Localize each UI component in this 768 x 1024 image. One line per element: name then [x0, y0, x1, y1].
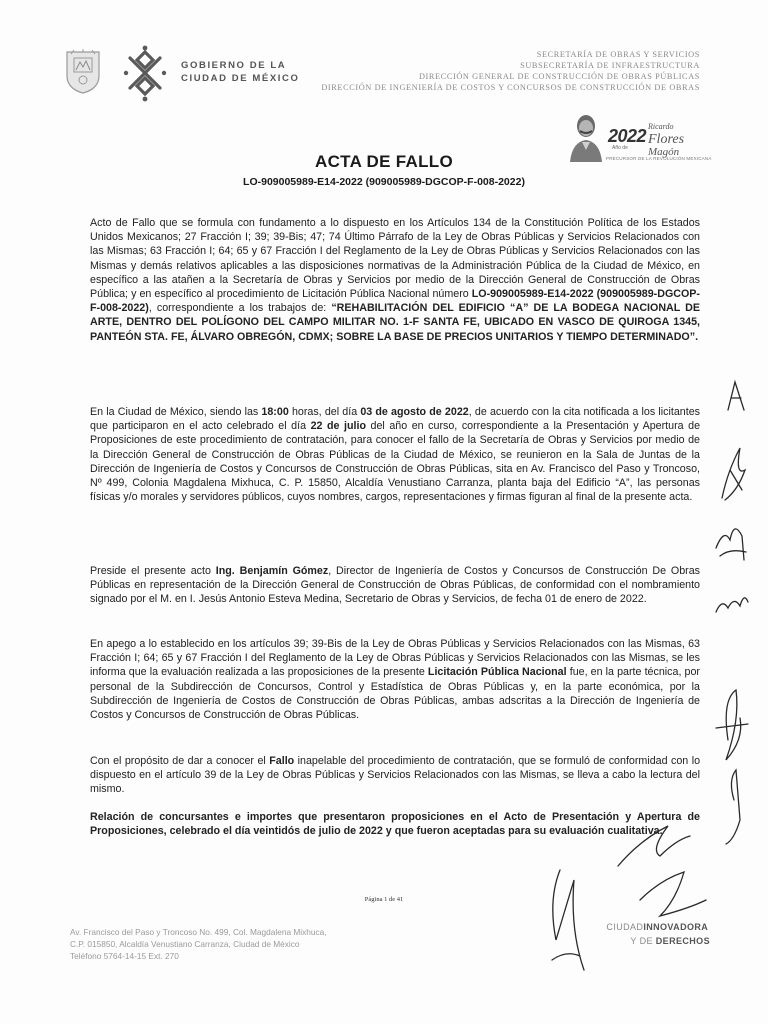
coat-of-arms-icon	[64, 48, 102, 94]
signature-mark	[552, 870, 584, 970]
cdmx-logo-icon	[120, 44, 170, 102]
footer-address-line: Teléfono 5764-14-15 Ext. 270	[70, 951, 179, 961]
year-badge-sub: Año de	[612, 145, 628, 151]
meeting-date: 03 de agosto de 2022	[360, 406, 469, 418]
footer-slogan	[606, 920, 710, 948]
tender-type: Licitación Pública Nacional	[427, 666, 567, 679]
document-title: ACTA DE FALLO	[315, 152, 453, 171]
paragraph-text: inapelable del procedimiento de contratación, que se formuló de conformidad con lo dispuesto en el artículo 39 de la Ley de Obras Públicas y Servicios Relacionados con las Mismas, se lleva a cabo la lectura del mismo.	[90, 755, 701, 796]
dept-line-2: SUBSECRETARÍA DE INFRAESTRUCTURA	[520, 61, 700, 70]
paragraph-text: horas, del día	[288, 406, 361, 418]
paragraph-foundation	[90, 216, 700, 344]
paragraph-text: Acto de Fallo que se formula con fundamento a lo dispuesto en los Artículos 134 de la Constitución Política de los Estados Unidos Mexicanos; 27 Fracción I; 39; 39-Bis; 47; 74 Último Párrafo de la Ley de Obras Públicas y Servicios Relacionados con las Mismas; 63 Fracción I; 64; 65 y 67 Fracción I del Reglamento de la Ley de Obras Públicas y Servicios Relacionados con las Mismas y demás relativos aplicables a las disposiciones normativas de la Administración Pública de la Ciudad de México, en específico a las atañen a la Secretaría de Obras y Servicios por medio de la Dirección General de Construcción de Obras Pública; y en específico al procedimiento de Licitación Pública Nacional número	[90, 217, 700, 301]
dept-line-4: DIRECCIÓN DE INGENIERÍA DE COSTOS Y CONCURSOS DE CONSTRUCCIÓN DE OBRAS	[321, 83, 700, 92]
paragraph-text: En apego a lo establecido en los artículos 39; 39-Bis de la Ley de Obras Públicas y Servicios Relacionados con las Mismas, 63 Fracción I; 64; 65 y 67 Fracción I del Reglamento de la Ley de Obras Públicas y Servicios Relacionados con las Mismas, se les informa que la evaluación realizada a las proposiciones de la presente	[90, 638, 700, 679]
slogan-part: Y DE	[630, 936, 653, 946]
year-badge-name-3: Magón	[648, 146, 680, 158]
paragraph-text: , de acuerdo con la cita notificada a los licitantes que participaron en el acto celebrado el día	[90, 406, 700, 433]
gov-name-line1: GOBIERNO DE LA	[181, 60, 287, 71]
project-title: “REHABILITACIÓN DEL EDIFICIO “A” DE LA BODEGA NACIONAL DE ARTE, DENTRO DEL POLÍGONO DEL CAMPO MILITAR NO. 1-F SANTA FE, UBICADO EN VASCO DE QUIROGA 1345, PANTEÓN STA. FE, ÁLVARO OBREGÓN, CDMX; SOBRE LA BASE DE PRECIOS UNITARIOS Y TIEMPO DETERMINADO”.	[90, 302, 700, 343]
paragraph-evaluation	[90, 637, 700, 722]
reference-number: LO-909005989-E14-2022 (909005989-DGCOP-F-008-2022)	[90, 288, 700, 315]
paragraph-meeting	[90, 405, 700, 504]
slogan-part: DERECHOS	[655, 936, 710, 946]
signature-mark	[726, 770, 740, 844]
document-reference: LO-909005989-E14-2022 (909005989-DGCOP-F-008-2022)	[243, 176, 525, 188]
signature-mark	[728, 382, 744, 410]
paragraph-presides	[90, 564, 700, 607]
paragraph-text: , Director de Ingeniería de Costos y Concursos de Construcción De Obras Públicas en representación de la Dirección General de Construcción de Obras Públicas, de conformidad con el nombramiento signado por el M. en I. Jesús Antonio Esteva Medina, Secretario de Obras y Servicios, de fecha 01 de enero de 2022.	[90, 565, 700, 606]
dept-line-1: SECRETARÍA DE OBRAS Y SERVICIOS	[536, 50, 700, 59]
paragraph-text: , correspondiente a los trabajos de:	[148, 302, 332, 315]
footer-address	[70, 926, 327, 962]
signature-mark	[716, 529, 746, 560]
year-badge-name-1: Ricardo	[648, 122, 674, 131]
slogan-part: CIUDAD	[606, 922, 644, 932]
paragraph-text: fue, en la parte técnica, por personal de la Subdirección de Concursos, Control y Estadística de Obras Públicas y, en la parte económica, por la Subdirección de Ingeniería de Costos de Construcción de Obras Públicas, ambas adscritas a la Dirección de Ingeniería de Costos y Concursos de Construcción de Obras Públicas.	[90, 666, 700, 722]
slogan-part: INNOVADORA	[643, 922, 709, 932]
paragraph-purpose	[90, 754, 700, 797]
signature-mark	[640, 872, 706, 916]
paragraph-bidders-heading: Relación de concursantes e importes que presentaron proposiciones en el Acto de Presentación y Apertura de Proposiciones, celebrado el día veintidós de julio de 2022 y que fueron aceptadas para su evaluación cualitativa.	[90, 811, 700, 838]
paragraph-text: Con el propósito de dar a conocer el	[90, 755, 270, 767]
presiding-official: Ing. Benjamín Gómez	[215, 565, 329, 577]
year-badge-name-2: Flores	[648, 132, 685, 147]
paragraph-text: del año en curso, correspondiente a la Presentación y Apertura de Proposiciones de este procedimiento de contratación, para conocer el fallo de la Secretaría de Obras y Servicios por medio de la Dirección General de Construcción de Obras Públicas de la Ciudad de México, se reunieron en la Sala de Juntas de la Dirección de Ingeniería de Costos y Concursos de Construcción de Obras Públicas, sita en Av. Francisco del Paso y Troncoso, Nº 499, Colonia Magdalena Mixhuca, C. P. 15850, Alcaldía Venustiano Carranza, planta baja del Edificio “A”, las personas físicas y/o morales y servidores públicos, cuyos nombres, cargos, representaciones y firmas figuran al final de la presente acta.	[90, 420, 701, 504]
page-number: Página 1 de 41	[364, 896, 404, 903]
footer-address-line: Av. Francisco del Paso y Troncoso No. 499, Col. Magdalena Mixhuca,	[70, 927, 327, 937]
meeting-time: 18:00	[261, 406, 289, 418]
paragraph-text: En la Ciudad de México, siendo las	[90, 406, 262, 418]
gov-name-line2: CIUDAD DE MÉXICO	[181, 73, 300, 84]
signature-mark	[716, 690, 748, 760]
paragraph-text: Preside el presente acto	[90, 565, 216, 577]
year-badge-caption: PRECURSOR DE LA REVOLUCIÓN MEXICANA	[606, 156, 712, 161]
year-badge-number: 2022	[608, 126, 647, 146]
fallo-word: Fallo	[269, 755, 295, 767]
dept-line-3: DIRECCIÓN GENERAL DE CONSTRUCCIÓN DE OBRAS PÚBLICAS	[418, 72, 700, 81]
previous-act-date: 22 de julio	[310, 420, 366, 433]
signature-mark	[716, 598, 748, 612]
footer-address-line: C.P. 015850, Alcaldía Venustiano Carranza, Ciudad de México	[70, 939, 300, 949]
signature-mark	[722, 448, 745, 500]
